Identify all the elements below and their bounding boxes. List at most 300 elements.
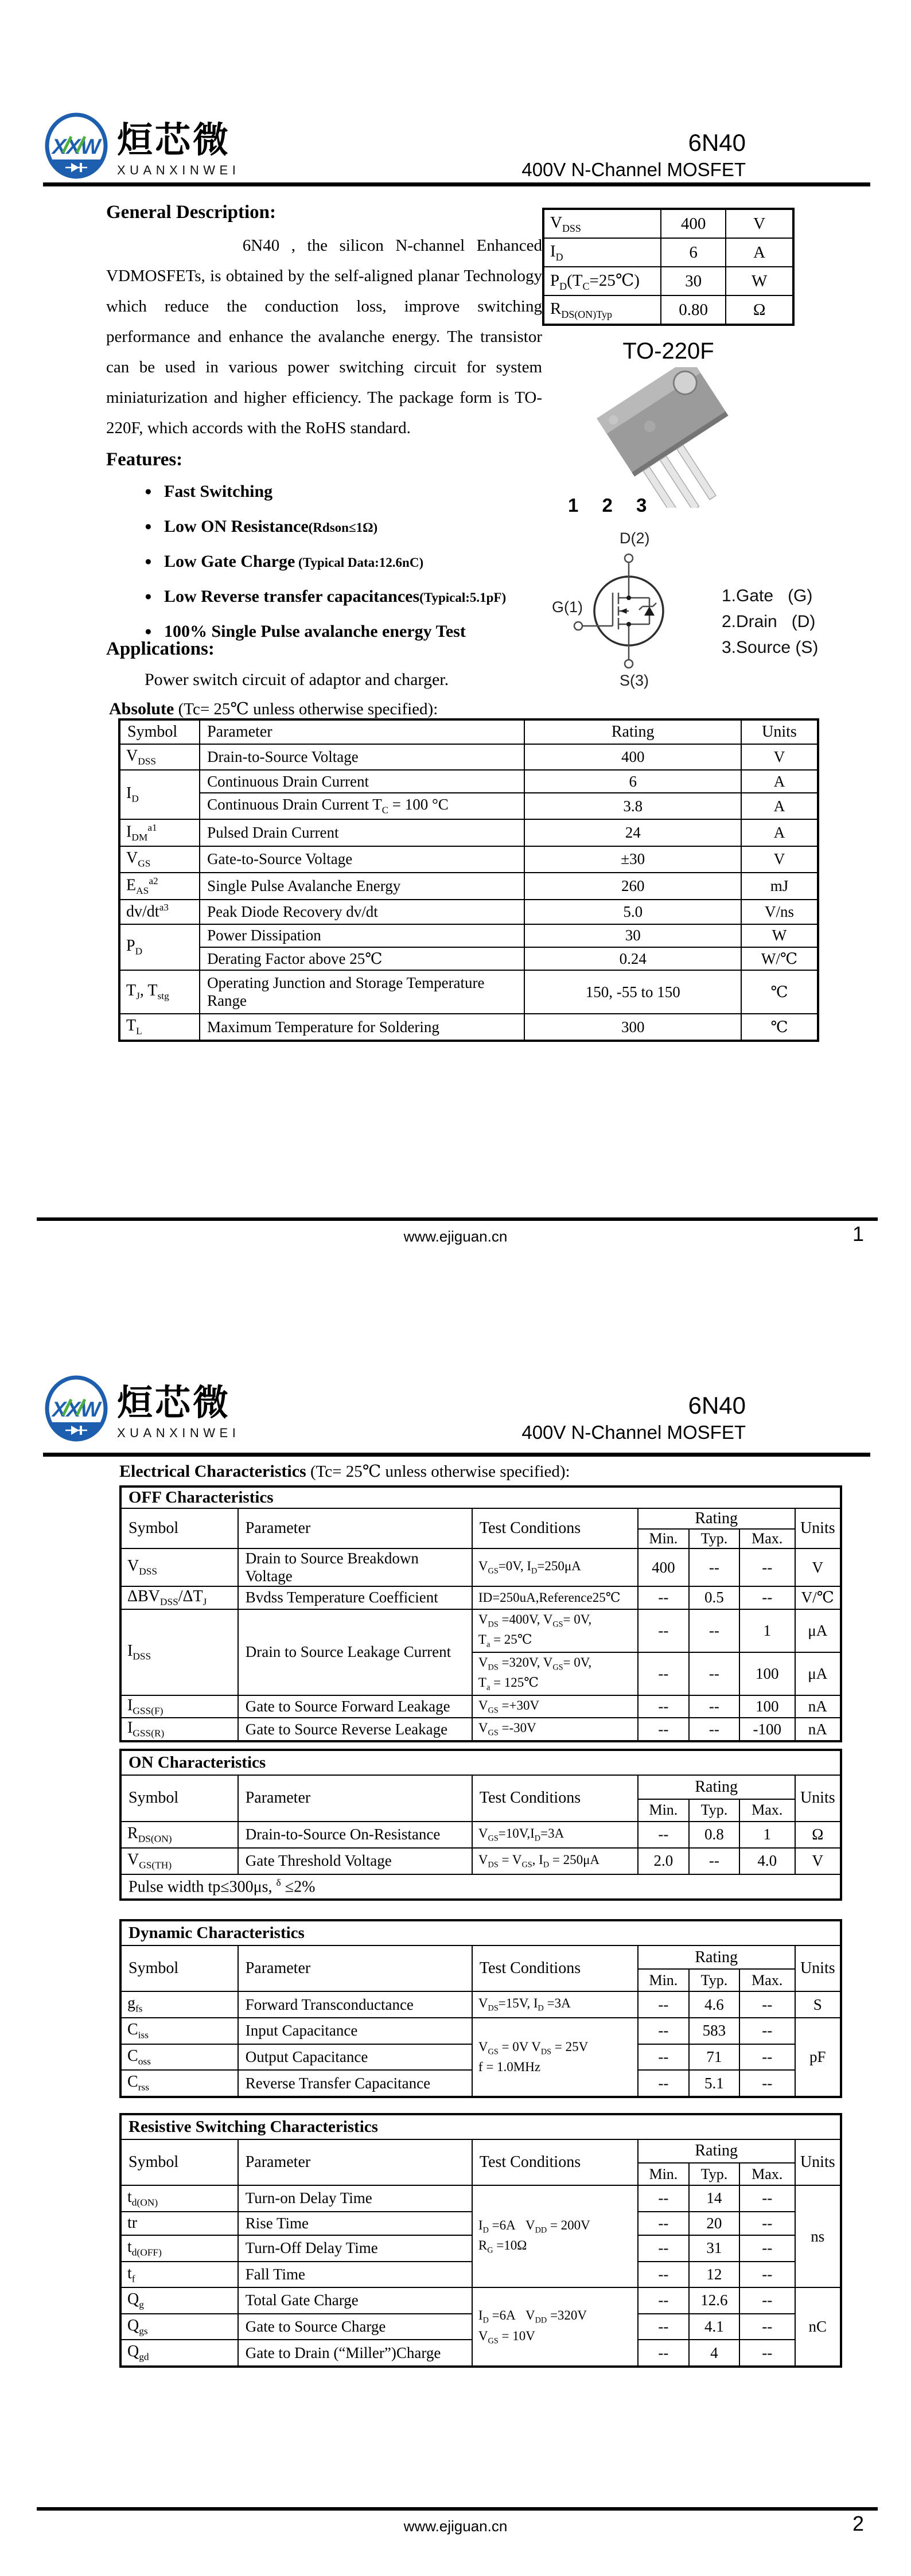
table-row [120,2287,841,2314]
table-cell: Test Conditions [472,2139,638,2185]
table-row [119,793,818,819]
drain-label: D(2) [620,530,650,547]
table-cell: 4.0 [739,1848,795,1874]
table-cell: $E_{AS}^{a2}$ [119,873,200,900]
source-label: S(3) [620,672,649,689]
table-cell: -- [739,2044,795,2071]
table-row [119,819,818,846]
table-cell: $I_{DM}^{a1}$ [119,819,200,846]
off-characteristics-table-host [119,1485,842,1740]
table-cell: 4.1 [689,2314,739,2340]
table-cell: $C_{rss}$ [120,2070,238,2097]
table-cell: $t_f$ [120,2262,238,2288]
table-cell: Parameter [200,719,524,744]
table-cell: 400 [661,209,726,238]
table-cell: ±30 [524,846,741,873]
table-row [120,2018,841,2044]
table-cell: -- [739,2212,795,2235]
table-cell: V [795,1848,841,1874]
table-cell: 20 [689,2212,739,2235]
table-cell: Pulse width tp≤300μs, $^\delta$ ≤2% [120,1874,841,1900]
svg-text:XXW: XXW [52,1398,101,1421]
table-cell: tr [120,2212,238,2235]
part-number: 6N40 [688,129,746,156]
table-row [120,1991,841,2018]
company-logo-icon [44,112,111,179]
gate-label: G(1) [552,598,583,616]
table-cell: Parameter [238,1775,472,1822]
table-cell: $V_{DS} = V_{GS}$, $I_D = 250\mu A$ [472,1848,638,1874]
table-cell: -- [638,2044,689,2071]
table-row [119,970,818,1014]
table-cell: Rating [638,1508,795,1529]
brand-name-cn: 烜芯微 [117,121,231,160]
table-cell: V [741,846,818,873]
table-row [120,2114,841,2139]
table-row [120,1874,841,1900]
company-logo-icon [44,1375,111,1442]
table-cell: Gate-to-Source Voltage [200,846,524,873]
table-cell: Drain-to-Source Voltage [200,744,524,771]
table-row [120,1508,841,1529]
brand-name-en: XUANXINWEI [117,1426,240,1440]
table-cell: S [795,1991,841,2018]
feature-item: ● Fast Switching [145,482,273,501]
table-cell: Gate to Drain (“Miller”)Charge [238,2340,472,2367]
part-header [447,1392,746,1443]
table-cell: $g_{fs}$ [120,1991,238,2018]
table-cell: V [795,1548,841,1586]
table-cell: Min. [638,1799,689,1822]
table-cell: W/℃ [741,947,818,970]
on-characteristics-table-host [119,1749,842,1901]
table-cell: $V_{DSS}$ [119,744,200,771]
table-cell: μA [795,1609,841,1652]
absolute-maximum-ratings-table-host [118,718,819,1042]
dynamic-characteristics-table [119,1919,842,2098]
table-cell: Rise Time [238,2212,472,2235]
feature-item: ● 100% Single Pulse avalanche energy Test [145,622,466,641]
table-cell: 31 [689,2235,739,2262]
table-cell: -- [689,1695,739,1718]
table-cell: $V_{DS} =400V$, $V_{GS}= 0V$, $T_a$ = 25℃ [472,1609,638,1652]
table-cell: -- [739,1991,795,2018]
absolute-maximum-ratings-table [118,718,819,1042]
table-cell: 4.6 [689,1991,739,2018]
table-cell: Derating Factor above 25℃ [200,947,524,970]
table-cell: Drain-to-Source On-Resistance [238,1822,472,1848]
table-cell: Units [795,1775,841,1822]
table-row [120,1822,841,1848]
table-cell: $t_{d(OFF)}$ [120,2235,238,2262]
table-cell: $I_{GSS(R)}$ [120,1718,238,1741]
table-cell: 0.8 [689,1822,739,1848]
bullet-icon: ● [145,484,152,498]
table-cell: $I_D$ [543,238,661,267]
table-cell: -- [739,1586,795,1609]
table-cell: A [741,793,818,819]
table-cell: μA [795,1652,841,1695]
table-cell: V/℃ [795,1586,841,1609]
bullet-icon: ● [145,554,152,568]
table-cell: -- [638,2185,689,2212]
table-cell: W [741,924,818,947]
table-cell: $V_{GS}$ [119,846,200,873]
table-cell: 100 [739,1695,795,1718]
table-cell: Operating Junction and Storage Temperature Range [200,970,524,1014]
table-cell: 260 [524,873,741,900]
table-cell: Rating [638,2139,795,2163]
table-cell: ON Characteristics [120,1750,841,1775]
table-cell: A [726,238,793,267]
table-cell: 300 [524,1014,741,1041]
table-cell: -- [638,1822,689,1848]
footer-rule [37,2507,878,2511]
table-cell: 2.0 [638,1848,689,1874]
table-cell: Max. [739,1799,795,1822]
table-cell: mJ [741,873,818,900]
table-row [119,873,818,900]
table-cell: Drain to Source Leakage Current [238,1609,472,1695]
dynamic-characteristics-table-host [119,1919,842,2098]
table-cell: $T_L$ [119,1014,200,1041]
table-row [120,1695,841,1718]
table-row [120,1548,841,1586]
brand-name-en: XUANXINWEI [117,163,240,177]
table-cell: -- [638,2262,689,2288]
table-cell: Typ. [689,1529,739,1548]
table-cell: Rating [638,1775,795,1799]
table-cell: 1 [739,1609,795,1652]
resistive-switching-characteristics-table [119,2113,842,2368]
table-row [119,719,818,744]
brand-block [117,123,240,178]
table-cell: $Q_{gd}$ [120,2340,238,2367]
table-cell: $T_J$, $T_{stg}$ [119,970,200,1014]
footer-rule [37,1217,878,1221]
table-row [120,1920,841,1945]
table-cell: $Q_{gs}$ [120,2314,238,2340]
header-rule [43,182,870,186]
table-cell: 30 [661,267,726,295]
table-cell: Max. [739,1969,795,1991]
table-cell: Min. [638,1529,689,1548]
table-row [120,2139,841,2163]
table-cell: Fall Time [238,2262,472,2288]
table-cell: nC [795,2287,841,2367]
table-cell: 400 [524,744,741,771]
table-cell: W [726,267,793,295]
table-cell: -- [739,2185,795,2212]
table-row [119,1014,818,1041]
table-cell: Typ. [689,1969,739,1991]
table-cell: -- [739,2262,795,2288]
general-description-text: 6N40 , the silicon N-channel Enhanced VDMOSFETs, is obtained by the self-aligned planar Technology which reduce the conduction loss, improve switching performance and enhance the avalanche energy. The transistor can be used in various power switching circuit for system miniaturization and higher efficiency. The package form is TO-220F, which accords with the RoHS standard. [106,236,542,437]
table-cell: V [726,209,793,238]
table-cell: Output Capacitance [238,2044,472,2071]
applications-text: Power switch circuit of adaptor and charger. [145,670,449,689]
table-cell: -- [638,1609,689,1652]
table-cell: 24 [524,819,741,846]
table-cell: Test Conditions [472,1945,638,1992]
table-cell: -- [739,2235,795,2262]
table-cell: Turn-Off Delay Time [238,2235,472,2262]
general-description-title: General Description: [106,202,277,223]
table-cell: -- [739,2018,795,2044]
table-cell: V/ns [741,900,818,924]
table-cell: -- [638,1695,689,1718]
table-cell: $V_{GS(TH)}$ [120,1848,238,1874]
table-cell: 6 [661,238,726,267]
page-number: 2 [852,2512,865,2535]
table-cell: Single Pulse Avalanche Energy [200,873,524,900]
table-cell: $R_{DS(ON)}$ [120,1822,238,1848]
table-cell: $V_{DSS}$ [543,209,661,238]
table-row [119,846,818,873]
table-cell: Ω [795,1822,841,1848]
table-row [543,209,793,238]
table-cell: $I_D$ [119,770,200,819]
table-cell: Resistive Switching Characteristics [120,2114,841,2139]
table-cell: $Q_g$ [120,2287,238,2314]
table-cell: -- [638,1718,689,1741]
table-cell: 0.80 [661,295,726,325]
table-cell: Ω [726,295,793,325]
table-cell: Units [795,1945,841,1992]
table-row [120,1775,841,1799]
table-cell: $V_{GS}=0V$, $I_D=250\mu A$ [472,1548,638,1586]
table-cell: V [741,744,818,771]
table-cell: Rating [638,1945,795,1969]
table-cell: -- [689,1609,739,1652]
table-cell: -- [638,2212,689,2235]
table-cell: 71 [689,2044,739,2071]
table-cell: $P_D(T_C=25℃)$ [543,267,661,295]
table-cell: Pulsed Drain Current [200,819,524,846]
part-family: 400V N-Channel MOSFET [521,1422,746,1443]
table-cell: -- [739,1548,795,1586]
table-cell: 5.1 [689,2070,739,2097]
table-cell: Total Gate Charge [238,2287,472,2314]
table-cell: 14 [689,2185,739,2212]
table-cell: $dv/dt^{a3}$ [119,900,200,924]
table-cell: -- [739,2340,795,2367]
table-cell: -- [638,2314,689,2340]
table-cell: Continuous Drain Current [200,770,524,793]
mosfet-symbol [539,519,723,691]
table-cell: Min. [638,2163,689,2185]
table-cell: Turn-on Delay Time [238,2185,472,2212]
page-2 [0,1288,911,2576]
table-cell: Dynamic Characteristics [120,1920,841,1945]
table-cell: Test Conditions [472,1775,638,1822]
table-row [119,770,818,793]
table-cell: Min. [638,1969,689,1991]
table-cell: OFF Characteristics [120,1487,841,1508]
table-cell: -- [638,1586,689,1609]
table-cell: Gate Threshold Voltage [238,1848,472,1874]
table-cell: -- [739,2314,795,2340]
footer-url: www.ejiguan.cn [403,2517,508,2535]
table-cell: Reverse Transfer Capacitance [238,2070,472,2097]
table-cell: -- [739,2070,795,2097]
brand-block [117,1386,240,1441]
table-cell: $R_{DS(ON)Typ}$ [543,295,661,325]
table-cell: Bvdss Temperature Coefficient [238,1586,472,1609]
table-cell: $V_{GS} = 0V$ $V_{DS} = 25V$ f = 1.0MHz [472,2018,638,2097]
feature-item: ● Low Reverse transfer capacitances(Typical:5.1pF) [145,587,507,606]
table-cell: 3.8 [524,793,741,819]
table-cell: $V_{DSS}$ [120,1548,238,1586]
table-row [119,900,818,924]
part-header [447,130,746,180]
table-cell: -- [638,2070,689,2097]
table-cell: $t_{d(ON)}$ [120,2185,238,2212]
table-cell: ID=250uA,Reference25℃ [472,1586,638,1609]
table-cell: -- [689,1548,739,1586]
table-cell: Symbol [120,1775,238,1822]
table-cell: 400 [638,1548,689,1586]
svg-text:XXW: XXW [52,135,101,158]
table-cell: Typ. [689,2163,739,2185]
table-row [120,1718,841,1741]
table-cell: Gate to Source Charge [238,2314,472,2340]
header-rule [43,1453,870,1457]
table-cell: $I_{DSS}$ [120,1609,238,1695]
table-cell: Parameter [238,1945,472,1992]
table-cell: -- [638,1991,689,2018]
table-cell: 150, -55 to 150 [524,970,741,1014]
table-cell: 0.24 [524,947,741,970]
table-cell: Peak Diode Recovery dv/dt [200,900,524,924]
key-parameters-table [542,208,795,326]
applications-title: Applications: [106,639,215,659]
table-cell: 12 [689,2262,739,2288]
table-row [120,1609,841,1652]
table-cell: ℃ [741,1014,818,1041]
table-cell: Max. [739,2163,795,2185]
table-cell: $C_{iss}$ [120,2018,238,2044]
bullet-icon: ● [145,519,152,533]
table-cell: -- [739,2287,795,2314]
table-cell: Rating [524,719,741,744]
brand-name-cn: 烜芯微 [117,1384,231,1423]
table-cell: Continuous Drain Current $T_C = 100$ °C [200,793,524,819]
table-cell: -- [638,2018,689,2044]
feature-item: ● Low Gate Charge (Typical Data:12.6nC) [145,552,424,571]
table-row [120,1848,841,1874]
table-cell: Max. [739,1529,795,1548]
page-number: 1 [852,1222,865,1246]
table-cell: -- [689,1652,739,1695]
table-cell: Gate to Source Reverse Leakage [238,1718,472,1741]
table-row [543,267,793,295]
pin-legend [722,586,818,664]
pin-legend-gate: 1.Gate (G) [722,586,813,605]
table-cell: Power Dissipation [200,924,524,947]
table-cell: 5.0 [524,900,741,924]
table-cell: Symbol [120,1945,238,1992]
table-cell: Units [795,2139,841,2185]
table-cell: Typ. [689,1799,739,1822]
table-cell: Units [795,1508,841,1548]
table-row [119,744,818,771]
table-cell: $V_{GS}=10V,I_D=3A$ [472,1822,638,1848]
table-cell: nA [795,1718,841,1741]
table-cell: $C_{oss}$ [120,2044,238,2071]
table-cell: Forward Transconductance [238,1991,472,2018]
table-cell: -- [689,1718,739,1741]
table-cell: 4 [689,2340,739,2367]
table-row [120,1945,841,1969]
absolute-ratings-title: Absolute (Tc= 25℃ unless otherwise specified): [109,699,438,718]
table-cell: $\Delta BV_{DSS}/\Delta T_J$ [120,1586,238,1609]
table-cell: -- [638,2235,689,2262]
table-cell: pF [795,2018,841,2097]
table-cell: -- [638,2287,689,2314]
table-row [543,295,793,325]
pin-numbers: 1 2 3 [568,495,656,516]
electrical-characteristics-title: Electrical Characteristics (Tc= 25℃ unless otherwise specified): [119,1462,570,1481]
table-cell: Units [741,719,818,744]
table-cell: Symbol [120,1508,238,1548]
table-cell: Symbol [120,2139,238,2185]
table-row [120,1586,841,1609]
to-220f-package-image [559,367,766,508]
table-cell: -100 [739,1718,795,1741]
footer-url: www.ejiguan.cn [403,1228,508,1245]
resistive-switching-characteristics-table-host [119,2113,842,2368]
table-cell: Maximum Temperature for Soldering [200,1014,524,1041]
table-cell: 583 [689,2018,739,2044]
part-number: 6N40 [688,1392,746,1419]
table-cell: $I_D =6A$ $V_{DD} =320V$ $V_{GS} = 10V$ [472,2287,638,2367]
feature-item: ● Low ON Resistance(Rdson≤1Ω) [145,517,378,536]
off-characteristics-table [119,1485,842,1742]
table-cell: 30 [524,924,741,947]
bullet-icon: ● [145,589,152,603]
table-cell: $V_{DS}=15V$, $I_D =3A$ [472,1991,638,2018]
table-row [543,238,793,267]
table-cell: nA [795,1695,841,1718]
table-cell: $V_{GS} =-30V$ [472,1718,638,1741]
pin-legend-drain: 2.Drain (D) [722,612,816,631]
table-cell: Gate to Source Forward Leakage [238,1695,472,1718]
table-cell: Symbol [119,719,200,744]
table-cell: Parameter [238,2139,472,2185]
table-cell: -- [638,2340,689,2367]
table-cell: 100 [739,1652,795,1695]
package-label: TO-220F [622,338,714,364]
table-cell: $I_D =6A$ $V_{DD} = 200V$ $R_G =10\Omega$ [472,2185,638,2287]
table-cell: A [741,770,818,793]
table-row [120,2185,841,2212]
table-cell: Test Conditions [472,1508,638,1548]
table-cell: -- [689,1848,739,1874]
features-title: Features: [106,449,183,470]
table-cell: 0.5 [689,1586,739,1609]
table-cell: Parameter [238,1508,472,1548]
table-cell: $P_D$ [119,924,200,971]
features-list [145,482,569,657]
part-family: 400V N-Channel MOSFET [521,159,746,181]
table-cell: Input Capacitance [238,2018,472,2044]
table-cell: 1 [739,1822,795,1848]
table-cell: -- [638,1652,689,1695]
bullet-icon: ● [145,624,152,638]
table-cell: $I_{GSS(F)}$ [120,1695,238,1718]
table-cell: A [741,819,818,846]
